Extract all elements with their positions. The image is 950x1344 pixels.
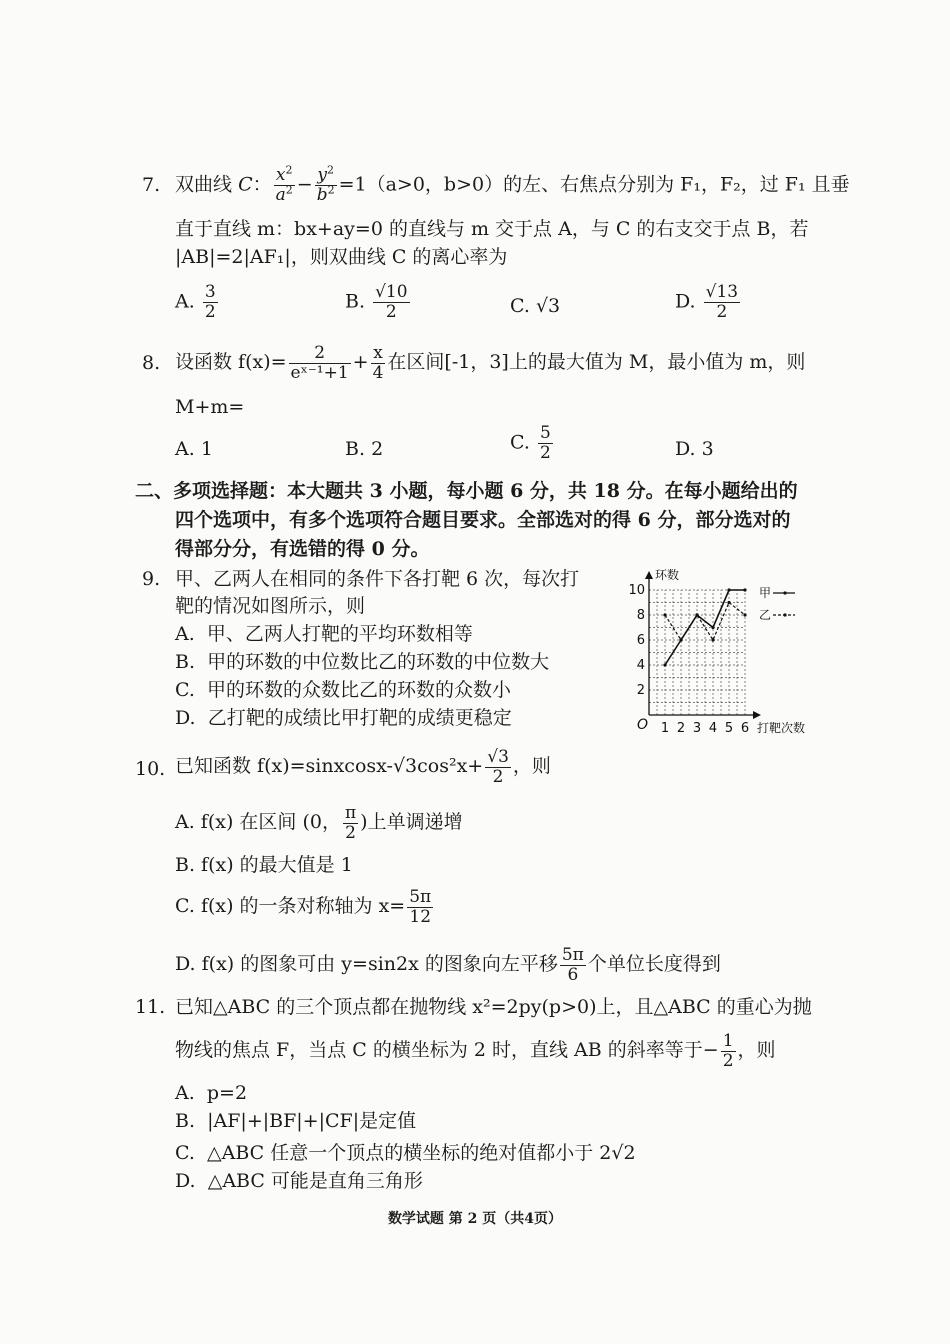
q9-option-d: D. 乙打靶的成绩比甲打靶的成绩更稳定	[175, 707, 512, 729]
page-footer: 数学试题 第 2 页（共4页）	[387, 1211, 563, 1227]
q11-number: 11.	[135, 996, 166, 1018]
series-1-point	[663, 663, 666, 666]
series-1-point	[711, 626, 714, 629]
q11-option-a: A. p=2	[175, 1082, 248, 1104]
legend-marker-1	[783, 591, 786, 594]
q9-option-c: C. 甲的环数的众数比乙的环数的众数小	[175, 679, 512, 701]
q8-frac2: $\frac{x}{4}$	[372, 342, 384, 383]
x-axis-label: 打靶次数	[757, 721, 806, 735]
legend-marker-2	[783, 613, 786, 616]
x-tick-label: 5	[724, 721, 734, 736]
q11-stem-line2: 物线的焦点 F，当点 C 的横坐标为 2 时，直线 AB 的斜率等于− $\frac{1}{2}$ ，则	[175, 1030, 776, 1071]
q7-option-d: D. $\frac{√13}{2}$	[675, 282, 739, 322]
q10-option-b: B. f(x) 的最大值是 1	[175, 854, 353, 876]
y-tick-label: 6	[636, 633, 645, 648]
q8-stem-line2: M+m=	[175, 396, 245, 418]
legend-label-2: 乙	[759, 608, 772, 622]
q8-frac1: $\frac{2}{\text{eˣ⁻¹+1}}$	[290, 342, 349, 383]
q7-stem-line1: 双曲线 C： $\frac{x^2}{a^2}$ − $\frac{y^2}{b^2}$ =1（a>0，b>0）的左、右焦点分别为 F₁，F₂，过 F₁ 且垂	[175, 163, 850, 205]
q7-option-a: A. $\frac{3}{2}$	[175, 282, 216, 322]
q9-option-a: A. 甲、乙两人打靶的平均环数相等	[175, 623, 473, 645]
section2-line2: 四个选项中，有多个选项符合题目要求。全部选对的得 6 分，部分选对的	[175, 509, 791, 531]
series-1-point	[743, 588, 746, 591]
section2-line1: 二、多项选择题：本大题共 3 小题，每小题 6 分，共 18 分。在每小题给出的	[135, 480, 798, 502]
q7-x-frac: $\frac{x^2}{a^2}$	[275, 163, 293, 205]
series-2-point	[679, 638, 682, 641]
x-tick-label: 2	[676, 721, 686, 736]
q7-stem-line2: 直于直线 m：bx+ay=0 的直线与 m 交于点 A，与 C 的右支交于点 B，若	[175, 218, 809, 240]
q9-option-b: B. 甲的环数的中位数比乙的环数的中位数大	[175, 651, 550, 673]
y-tick-label: 2	[636, 683, 645, 698]
series-2-point	[695, 613, 698, 616]
series-2-point	[711, 638, 714, 641]
x-tick-label: 1	[660, 721, 670, 736]
series-1-point	[727, 588, 730, 591]
q7-number: 7.	[142, 174, 161, 196]
x-tick-label: 4	[708, 721, 718, 736]
q9-line-chart	[625, 565, 825, 745]
q7-option-c: C. √3	[510, 295, 561, 317]
chart-labels	[628, 567, 805, 736]
q10-option-a: A. f(x) 在区间 (0， $\frac{\pi}{2}$ )上单调递增	[175, 802, 463, 843]
x-tick-label: 3	[692, 721, 702, 736]
q9-number: 9.	[142, 568, 161, 590]
series-2-point	[727, 601, 730, 604]
y-tick-label: 4	[636, 658, 645, 673]
q8-option-d: D. 3	[675, 438, 714, 460]
q11-option-d: D. △ABC 可能是直角三角形	[175, 1170, 423, 1192]
q10-stem: 已知函数 f(x)=sinxcosx-√3cos²x+ $\frac{√3}{2}$ ，则	[175, 746, 551, 787]
q8-option-b: B. 2	[345, 438, 384, 460]
chart-legend	[759, 586, 795, 622]
y-tick-label: 8	[636, 608, 645, 623]
q8-option-c: C. $\frac{5}{2}$	[510, 423, 551, 463]
x-axis-arrow	[753, 711, 761, 719]
origin-label: O	[637, 717, 649, 733]
legend-label-1: 甲	[759, 586, 772, 600]
q11-stem-line1: 已知△ABC 的三个顶点都在抛物线 x²=2py(p>0)上，且△ABC 的重心为抛	[175, 996, 812, 1018]
q10-option-c: C. f(x) 的一条对称轴为 x= $\frac{5\pi}{12}$	[175, 886, 432, 927]
chart-grid	[649, 590, 745, 715]
y-tick-label: 10	[628, 583, 645, 598]
y-axis-label: 环数	[655, 568, 680, 582]
q8-stem-line1: 设函数 f(x)= $\frac{2}{\text{eˣ⁻¹+1}}$ + $\frac{x}{4}$ 在区间[-1，3]上的最大值为 M，最小值为 m，则	[175, 342, 806, 383]
q7-y-frac: $\frac{y^2}{b^2}$	[316, 163, 335, 205]
y-axis-arrow	[645, 571, 653, 579]
q8-option-a: A. 1	[175, 438, 213, 460]
q11-option-c: C. △ABC 任意一个顶点的横坐标的绝对值都小于 2√2	[175, 1142, 636, 1164]
series-2-point	[663, 613, 666, 616]
q11-option-b: B. |AF|+|BF|+|CF|是定值	[175, 1110, 417, 1132]
q10-option-d: D. f(x) 的图象可由 y=sin2x 的图象向左平移 $\frac{5\pi}{6}$ 个单位长度得到	[175, 944, 721, 985]
q9-stem-line1: 甲、乙两人在相同的条件下各打靶 6 次，每次打	[175, 568, 580, 590]
x-tick-label: 6	[740, 721, 750, 736]
q8-number: 8.	[142, 352, 161, 374]
section2-line3: 得部分分，有选错的得 0 分。	[175, 538, 430, 560]
series-2-point	[743, 613, 746, 616]
q7-option-b: B. $\frac{√10}{2}$	[345, 282, 408, 322]
q7-stem-line3: |AB|=2|AF₁|，则双曲线 C 的离心率为	[175, 246, 508, 268]
q9-stem-line2: 靶的情况如图所示，则	[175, 595, 366, 617]
chart-axes	[645, 571, 761, 719]
q10-number: 10.	[135, 758, 166, 780]
